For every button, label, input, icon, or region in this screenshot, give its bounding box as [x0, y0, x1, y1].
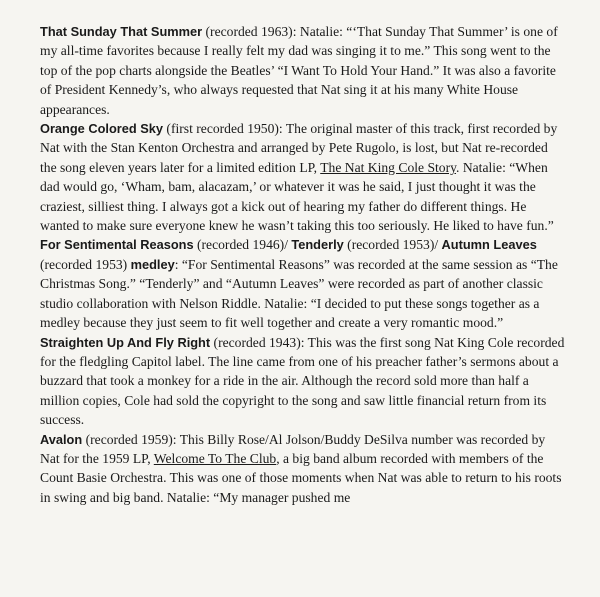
entry-straighten-up [40, 333, 566, 430]
album-title: Welcome To The Club [153, 450, 277, 466]
song-title: Straighten Up And Fly Right [40, 334, 211, 350]
entry-text: (recorded 1953) [40, 256, 131, 272]
entry-text: , a big band album recorded with members of the Count Basie Orchestra. This was one of those moments when Nat was able to return to his roots in swing and big band. Natalie: “My manager pushed me [40, 450, 562, 505]
entry-orange-colored-sky [40, 119, 566, 235]
song-title: Tenderly [291, 237, 344, 253]
song-title: That Sunday That Summer [40, 24, 203, 39]
entry-sentimental-medley [40, 235, 566, 332]
entry-avalon [40, 430, 566, 508]
entry-text: (recorded 1963): Natalie: “‘That Sunday That Summer’ is one of my all-time favorites because I really felt my dad was singing it to me.” This song went to the top of the pop charts alongside the Beatles’ “I Want To Hold Your Hand.” It was also a favorite of President Kennedy’s, who always requested that Nat sing it at his many White House appearances. [40, 24, 558, 117]
album-title: The Nat King Cole Story [320, 159, 457, 175]
entry-text: . Natalie: “When dad would go, ‘Wham, bam, alacazam,’ or whatever it was he said, I just thought it was the craziest, silliest thing. I always got a kick out of hearing my father do different things. He wanted to make sure everyone knew he wasn’t taking this too seriously. He liked to have fun.” [40, 159, 554, 234]
entry-text: (recorded 1953)/ [343, 237, 442, 253]
medley-label: medley [130, 256, 175, 272]
entry-text: : “For Sentimental Reasons” was recorded at the same session as “The Christmas Song.” “Tenderly” and “Autumn Leaves” were recorded as part of another classic studio collaboration with Nelson Riddle. Natalie: “I decided to put these songs together as a medley because they just seem to fit well together and create a very romantic mood.” [40, 256, 558, 331]
entry-text: (recorded 1943): This was the first song Nat King Cole recorded for the fledgling Capitol label. The line came from one of his preacher father’s sermons about a buzzard that took a monkey for a ride in the air. Although the record sold more than half a million copies, Cole had sold the copyright to the song and saw little financial return from its success. [40, 334, 565, 428]
entry-text: (recorded 1946)/ [193, 237, 292, 253]
song-title: For Sentimental Reasons [40, 237, 194, 253]
entry-that-sunday-that-summer [40, 22, 566, 119]
song-title: Autumn Leaves [441, 237, 537, 253]
song-title: Avalon [40, 431, 83, 447]
entry-text: (recorded 1959): This Billy Rose/Al Jolson/Buddy DeSilva number was recorded by Nat for the 1959 LP, [40, 431, 546, 466]
entry-text: (first recorded 1950): The original master of this track, first recorded by Nat with the Stan Kenton Orchestra and arranged by Pete Rugolo, is lost, but Nat re-recorded the song eleven years later for a limited edition LP, [40, 121, 558, 175]
song-title: Orange Colored Sky [40, 121, 164, 137]
